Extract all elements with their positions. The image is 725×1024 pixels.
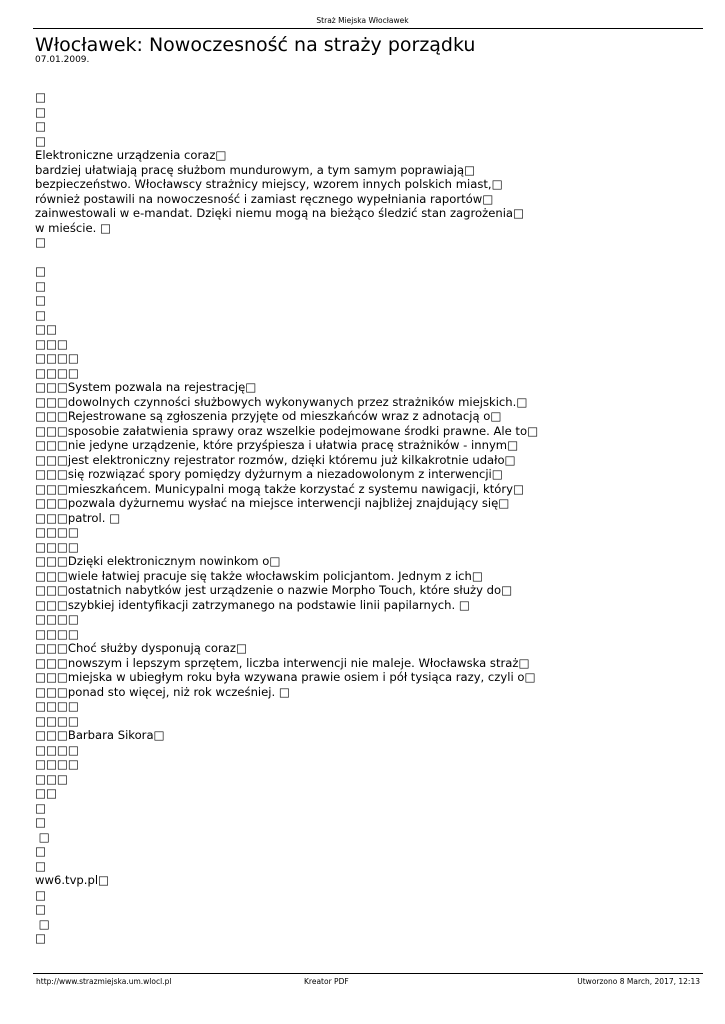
article-date: 07.01.2009. (35, 55, 90, 65)
article-line: □□□nowszym i lepszym sprzętem, liczba interwencji nie maleje. Włocławska straż□ (35, 655, 530, 670)
article-line: zainwestowali w e-mandat. Dzięki niemu mogą na bieżąco śledzić stan zagrożenia□ (35, 206, 524, 220)
article-line: □□□□ (35, 525, 79, 539)
article-line: □□□□ (35, 626, 79, 641)
article-line: □ (35, 800, 46, 815)
article-line: □ (35, 278, 46, 293)
article-line: □□□□ (35, 351, 79, 365)
article-line: bardziej ułatwiają pracę służbom mundurowym, a tym samym poprawiają□ (35, 162, 476, 177)
article-line: □□□ostatnich nabytków jest urządzenie o nazwie Morpho Touch, które służy do□ (35, 583, 513, 597)
article-line: □□ (35, 322, 57, 336)
article-line: □□□□ (35, 699, 79, 713)
article-line (35, 250, 705, 265)
article-line: □□□□ (35, 539, 79, 554)
article-line: □□□sposobie załatwienia sprawy oraz wszelkie podejmowane środki prawne. Ale to□ (35, 423, 539, 438)
article-line: □ (35, 916, 50, 931)
article-line: □□□jest elektroniczny rejestrator rozmów, dzięki któremu już kilkakrotnie udało□ (35, 452, 516, 467)
article-line: □□□ponad sto więcej, niż rok wcześniej. □ (35, 684, 290, 699)
article-line: □ (35, 887, 46, 902)
article-line: □ (35, 90, 46, 104)
article-title: Włocławek: Nowoczesność na straży porządku (35, 34, 476, 56)
article-line: □ (35, 133, 46, 148)
article-line: □□ (35, 786, 57, 800)
article-line: □□□Choć służby dysponują coraz□ (35, 641, 247, 655)
article-line: □□□□ (35, 612, 79, 626)
article-line: □ (35, 858, 46, 873)
article-line: □ (35, 119, 46, 133)
article-line: □□□□ (35, 713, 79, 728)
article-line: □ (35, 264, 46, 278)
article-line: bezpieczeństwo. Włocławscy strażnicy miejscy, wzorem innych polskich miast,□ (35, 177, 503, 191)
article-line: □□□□ (35, 757, 79, 771)
article-line: □□□Rejestrowane są zgłoszenia przyjęte od mieszkańców wraz z adnotacją o□ (35, 409, 502, 423)
article-line: □ (35, 293, 46, 307)
article-line: □□□szybkiej identyfikacji zatrzymanego na podstawie linii papilarnych. □ (35, 597, 470, 612)
article-line: □ (35, 104, 46, 119)
article-line: □ (35, 931, 46, 945)
article-line: □□□nie jedyne urządzenie, które przyśpiesza i ułatwia pracę strażników - innym□ (35, 438, 519, 452)
article-line: □□□□ (35, 365, 79, 380)
article-line: □□□wiele łatwiej pracuje się także włocławskim policjantom. Jednym z ich□ (35, 568, 483, 583)
article-line: Elektroniczne urządzenia coraz□ (35, 148, 227, 162)
article-line: □□□dowolnych czynności służbowych wykonywanych przez strażników miejskich.□ (35, 394, 528, 409)
article-line: □□□Barbara Sikora□ (35, 728, 165, 742)
article-line: w mieście. □ (35, 220, 111, 235)
article-line: □□□System pozwala na rejestrację□ (35, 380, 257, 394)
footer-created-date: Utworzono 8 March, 2017, 12:13 (577, 977, 700, 986)
article-line: □□□ (35, 771, 68, 786)
article-line: □□□Dzięki elektronicznym nowinkom o□ (35, 554, 281, 568)
footer-divider (33, 973, 703, 974)
article-line: □ (35, 844, 46, 858)
article-body (35, 90, 705, 946)
article-line: □ (35, 829, 50, 844)
article-line: □□□się rozwiązać spory pomiędzy dyżurnym a niezadowolonym z interwencji□ (35, 467, 503, 481)
article-line: □□□mieszkańcem. Municypalni mogą także korzystać z systemu nawigacji, który□ (35, 481, 524, 496)
article-line: □□□miejska w ubiegłym roku była wzywana prawie osiem i pół tysiąca razy, czyli o□ (35, 670, 536, 684)
article-line: □ (35, 307, 46, 322)
page-header: Straż Miejska Włocławek (316, 16, 409, 25)
article-line: □□□□ (35, 742, 79, 757)
article-line: □ (35, 235, 46, 249)
article-line: □□□patrol. □ (35, 510, 121, 525)
footer-creator: Kreator PDF (304, 977, 349, 986)
article-line: ww6.tvp.pl□ (35, 873, 110, 887)
header-divider (33, 28, 703, 29)
footer-url: http://www.strazmiejska.um.wlocl.pl (36, 977, 172, 986)
article-line: również postawili na nowoczesność i zamiast ręcznego wypełniania raportów□ (35, 191, 494, 206)
article-line: □□□ (35, 336, 68, 351)
article-line: □ (35, 902, 46, 916)
article-line: □□□pozwala dyżurnemu wysłać na miejsce interwencji najbliżej znajdujący się□ (35, 496, 510, 510)
article-line: □ (35, 815, 46, 829)
